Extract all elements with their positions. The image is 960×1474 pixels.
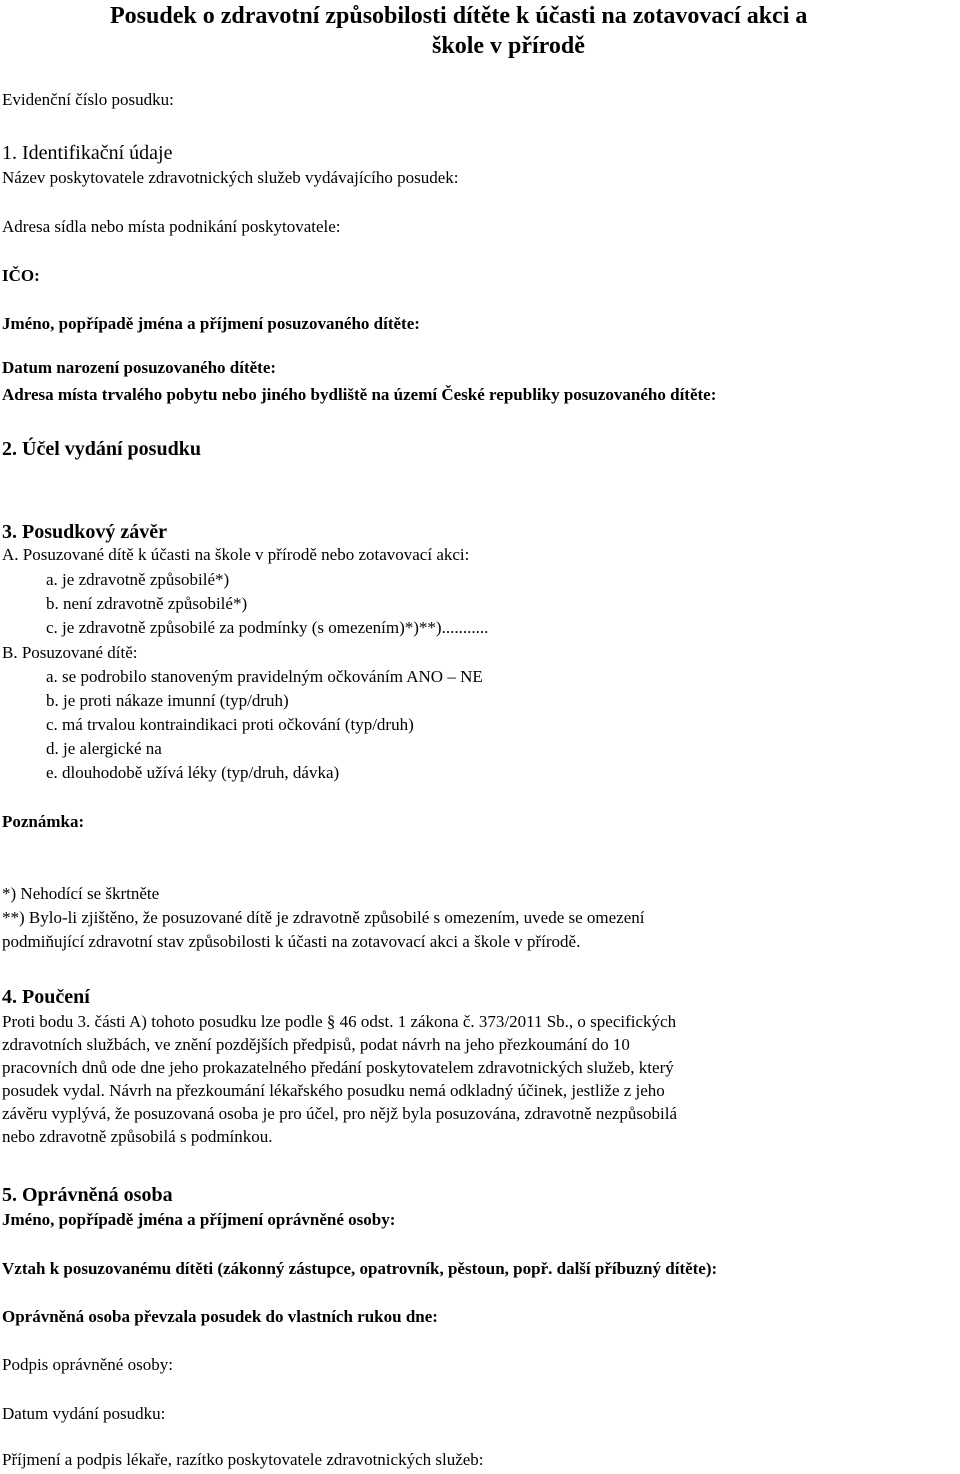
ico-label: IČO: xyxy=(2,266,40,285)
relation-to-child-label: Vztah k posuzovanému dítěti (zákonný zástupce, opatrovník, pěstoun, popř. další příbuzný dítěte): xyxy=(2,1259,718,1278)
instruction-line: zdravotních službách, ve znění pozdějších předpisů, podat návrh na jeho přezkoumání do 10 xyxy=(2,1035,630,1054)
section2-heading: 2. Účel vydání posudku xyxy=(2,438,201,460)
section3-b-item: d. je alergické na xyxy=(46,739,162,758)
issue-date-label: Datum vydání posudku: xyxy=(2,1404,166,1423)
section3-a-label: A. Posuzované dítě k účasti na škole v přírodě nebo zotavovací akci: xyxy=(2,545,470,564)
section3-a-item: b. není zdravotně způsobilé*) xyxy=(46,594,248,613)
section1-heading: 1. Identifikační údaje xyxy=(2,142,173,164)
provider-address-label: Adresa sídla nebo místa podnikání poskytovatele: xyxy=(2,217,341,236)
received-date-label: Oprávněná osoba převzala posudek do vlastních rukou dne: xyxy=(2,1307,438,1326)
child-address-label: Adresa místa trvalého pobytu nebo jiného bydliště na území České republiky posuzovaného dítěte: xyxy=(2,385,717,404)
evidence-number-label: Evidenční číslo posudku: xyxy=(2,90,174,109)
section3-heading: 3. Posudkový závěr xyxy=(2,521,167,543)
section3-b-item: a. se podrobilo stanoveným pravidelným očkováním ANO – NE xyxy=(46,667,483,686)
section3-a-item: c. je zdravotně způsobilé za podmínky (s omezením)*)**)........... xyxy=(46,618,489,637)
section3-b-item: b. je proti nákaze imunní (typ/druh) xyxy=(46,691,289,710)
provider-name-label: Název poskytovatele zdravotnických služeb vydávajícího posudek: xyxy=(2,168,459,187)
authorized-person-signature-label: Podpis oprávněné osoby: xyxy=(2,1355,173,1374)
footnote-star1: *) Nehodící se škrtněte xyxy=(2,884,160,903)
note-label: Poznámka: xyxy=(2,812,85,831)
footnote-star2-line2: podmiňující zdravotní stav způsobilosti k účasti na zotavovací akci a škole v přírodě. xyxy=(2,932,581,951)
section5-heading: 5. Oprávněná osoba xyxy=(2,1184,173,1206)
footnote-star2-line1: **) Bylo-li zjištěno, že posuzované dítě je zdravotně způsobilé s omezením, uvede se omezení xyxy=(2,908,645,927)
authorized-person-name-label: Jméno, popřípadě jména a příjmení oprávněné osoby: xyxy=(2,1210,396,1229)
section3-b-label: B. Posuzované dítě: xyxy=(2,643,138,662)
document-title-line1: Posudek o zdravotní způsobilosti dítěte k účasti na zotavovací akci a xyxy=(110,3,808,29)
section4-heading: 4. Poučení xyxy=(2,986,90,1008)
section3-a-item: a. je zdravotně způsobilé*) xyxy=(46,570,230,589)
instruction-line: posudek vydal. Návrh na přezkoumání lékařského posudku nemá odkladný účinek, jestliže z jeho xyxy=(2,1081,665,1100)
instruction-line: Proti bodu 3. části A) tohoto posudku lze podle § 46 odst. 1 zákona č. 373/2011 Sb., o specifických xyxy=(2,1012,677,1031)
section3-b-item: e. dlouhodobě užívá léky (typ/druh, dávka) xyxy=(46,763,340,782)
section3-b-item: c. má trvalou kontraindikaci proti očkování (typ/druh) xyxy=(46,715,414,734)
instruction-line: nebo zdravotně způsobilá s podmínkou. xyxy=(2,1127,273,1146)
child-birthdate-label: Datum narození posuzovaného dítěte: xyxy=(2,358,277,377)
instruction-line: závěru vyplývá, že posuzovaná osoba je pro účel, pro nějž byla posuzována, zdravotně nezpůsobilá xyxy=(2,1104,678,1123)
child-name-label: Jméno, popřípadě jména a příjmení posuzovaného dítěte: xyxy=(2,314,420,333)
instruction-line: pracovních dnů ode dne jeho prokazatelného předání poskytovatelem zdravotnických služeb, který xyxy=(2,1058,674,1077)
document-title-line2: škole v přírodě xyxy=(432,33,585,59)
doctor-signature-label: Příjmení a podpis lékaře, razítko poskytovatele zdravotnických služeb: xyxy=(2,1450,484,1469)
